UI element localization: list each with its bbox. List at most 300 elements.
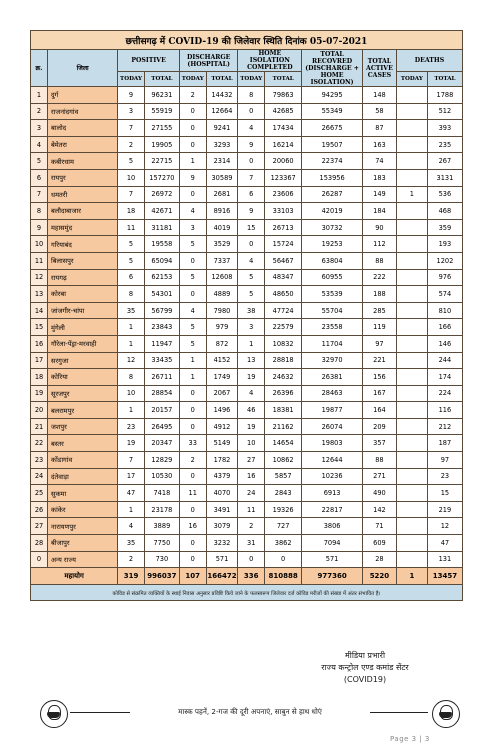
row-death-total: 468 bbox=[427, 203, 462, 220]
row-death-total: 116 bbox=[427, 402, 462, 419]
row-hi-today: 9 bbox=[238, 203, 265, 220]
row-dis-today: 0 bbox=[179, 402, 206, 419]
row-dis-today: 0 bbox=[179, 120, 206, 137]
row-recovered: 23558 bbox=[302, 319, 363, 336]
row-death-today bbox=[396, 335, 427, 352]
row-dis-total: 4152 bbox=[206, 352, 238, 369]
row-dis-total: 4912 bbox=[206, 418, 238, 435]
row-hi-today: 3 bbox=[238, 319, 265, 336]
row-death-today bbox=[396, 103, 427, 120]
row-hi-total: 56467 bbox=[265, 252, 302, 269]
row-dis-today: 0 bbox=[179, 252, 206, 269]
row-pos-today: 7 bbox=[118, 120, 145, 137]
header-discharge-total: TOTAL bbox=[206, 72, 238, 87]
row-pos-total: 12829 bbox=[144, 452, 179, 469]
row-district: बेमेतरा bbox=[48, 136, 118, 153]
row-sno: 11 bbox=[31, 252, 48, 269]
row-hi-today: 6 bbox=[238, 186, 265, 203]
row-active: 188 bbox=[362, 286, 396, 303]
row-death-today bbox=[396, 418, 427, 435]
total-row bbox=[31, 568, 463, 585]
row-death-total: 97 bbox=[427, 452, 462, 469]
row-death-today bbox=[396, 252, 427, 269]
header-deaths: DEATHS bbox=[396, 50, 462, 72]
total-pos-total: 996037 bbox=[144, 568, 179, 585]
table-row bbox=[31, 501, 463, 518]
row-recovered: 19507 bbox=[302, 136, 363, 153]
row-sno: 15 bbox=[31, 319, 48, 336]
row-death-today bbox=[396, 236, 427, 253]
row-recovered: 3806 bbox=[302, 518, 363, 535]
row-active: 97 bbox=[362, 335, 396, 352]
covid-district-table bbox=[30, 30, 463, 601]
slogan-divider-left bbox=[70, 712, 130, 713]
row-active: 112 bbox=[362, 236, 396, 253]
row-sno: 27 bbox=[31, 518, 48, 535]
row-dis-total: 3529 bbox=[206, 236, 238, 253]
row-pos-total: 7750 bbox=[144, 535, 179, 552]
row-hi-total: 21162 bbox=[265, 418, 302, 435]
slogan-text: मास्क पहनें, 2-गज की दूरी अपनाएं, साबुन से हाथ धोएं bbox=[178, 707, 322, 716]
row-dis-today: 4 bbox=[179, 203, 206, 220]
row-district: रायगढ़ bbox=[48, 269, 118, 286]
row-death-total: 146 bbox=[427, 335, 462, 352]
row-hi-total: 33103 bbox=[265, 203, 302, 220]
mask-face-icon bbox=[432, 700, 460, 728]
row-death-total: 359 bbox=[427, 219, 462, 236]
row-dis-total: 4379 bbox=[206, 468, 238, 485]
row-hi-today: 46 bbox=[238, 402, 265, 419]
row-pos-today: 35 bbox=[118, 302, 145, 319]
row-death-today bbox=[396, 551, 427, 568]
row-pos-today: 5 bbox=[118, 153, 145, 170]
row-hi-total: 17434 bbox=[265, 120, 302, 137]
row-pos-total: 19905 bbox=[144, 136, 179, 153]
table-row bbox=[31, 103, 463, 120]
row-district: कबीरधाम bbox=[48, 153, 118, 170]
row-death-total: 224 bbox=[427, 385, 462, 402]
row-death-today bbox=[396, 136, 427, 153]
row-hi-today: 0 bbox=[238, 153, 265, 170]
row-pos-total: 20157 bbox=[144, 402, 179, 419]
row-pos-today: 4 bbox=[118, 518, 145, 535]
row-death-today bbox=[396, 369, 427, 386]
row-sno: 9 bbox=[31, 219, 48, 236]
row-death-total: 47 bbox=[427, 535, 462, 552]
row-dis-total: 3232 bbox=[206, 535, 238, 552]
row-active: 149 bbox=[362, 186, 396, 203]
row-district: कोंडागांव bbox=[48, 452, 118, 469]
row-dis-total: 4019 bbox=[206, 219, 238, 236]
row-death-today bbox=[396, 352, 427, 369]
header-positive-today: TODAY bbox=[118, 72, 145, 87]
row-sno: 21 bbox=[31, 418, 48, 435]
row-active: 156 bbox=[362, 369, 396, 386]
row-sno: 6 bbox=[31, 169, 48, 186]
row-death-total: 12 bbox=[427, 518, 462, 535]
row-death-total: 536 bbox=[427, 186, 462, 203]
row-hi-today: 1 bbox=[238, 335, 265, 352]
row-sno: 20 bbox=[31, 402, 48, 419]
row-death-total: 976 bbox=[427, 269, 462, 286]
row-recovered: 55704 bbox=[302, 302, 363, 319]
row-dis-total: 14432 bbox=[206, 87, 238, 104]
row-pos-total: 157270 bbox=[144, 169, 179, 186]
table-row bbox=[31, 535, 463, 552]
row-death-total: 1788 bbox=[427, 87, 462, 104]
table-body bbox=[31, 87, 463, 568]
row-recovered: 153956 bbox=[302, 169, 363, 186]
row-dis-today: 0 bbox=[179, 136, 206, 153]
row-pos-total: 42671 bbox=[144, 203, 179, 220]
total-recovered: 977360 bbox=[302, 568, 363, 585]
row-sno: 7 bbox=[31, 186, 48, 203]
row-district: बलरामपुर bbox=[48, 402, 118, 419]
row-hi-today: 19 bbox=[238, 369, 265, 386]
row-recovered: 12644 bbox=[302, 452, 363, 469]
row-death-today bbox=[396, 485, 427, 502]
row-active: 271 bbox=[362, 468, 396, 485]
table-row bbox=[31, 369, 463, 386]
row-district: बस्तर bbox=[48, 435, 118, 452]
row-pos-total: 65094 bbox=[144, 252, 179, 269]
table-row bbox=[31, 169, 463, 186]
row-recovered: 42019 bbox=[302, 203, 363, 220]
row-dis-total: 872 bbox=[206, 335, 238, 352]
row-active: 28 bbox=[362, 551, 396, 568]
row-death-total: 187 bbox=[427, 435, 462, 452]
row-pos-total: 10530 bbox=[144, 468, 179, 485]
row-district: बीजापुर bbox=[48, 535, 118, 552]
row-dis-today: 33 bbox=[179, 435, 206, 452]
row-district: सूरजपुर bbox=[48, 385, 118, 402]
row-dis-today: 4 bbox=[179, 302, 206, 319]
row-pos-today: 35 bbox=[118, 535, 145, 552]
row-hi-today: 16 bbox=[238, 468, 265, 485]
table-row bbox=[31, 551, 463, 568]
row-pos-today: 17 bbox=[118, 468, 145, 485]
header-positive-total: TOTAL bbox=[144, 72, 179, 87]
header-hi-total: TOTAL bbox=[265, 72, 302, 87]
row-death-total: 810 bbox=[427, 302, 462, 319]
row-pos-today: 6 bbox=[118, 269, 145, 286]
header-home-isolation: HOME ISOLATION COMPLETED bbox=[238, 50, 302, 72]
row-dis-total: 5149 bbox=[206, 435, 238, 452]
row-hi-total: 48347 bbox=[265, 269, 302, 286]
row-death-today bbox=[396, 452, 427, 469]
row-pos-today: 5 bbox=[118, 236, 145, 253]
row-recovered: 55349 bbox=[302, 103, 363, 120]
table-row bbox=[31, 485, 463, 502]
row-dis-total: 3293 bbox=[206, 136, 238, 153]
row-death-today bbox=[396, 535, 427, 552]
row-pos-total: 55919 bbox=[144, 103, 179, 120]
row-death-total: 574 bbox=[427, 286, 462, 303]
row-district: बलौदाबाजार bbox=[48, 203, 118, 220]
row-dis-total: 12608 bbox=[206, 269, 238, 286]
row-active: 148 bbox=[362, 87, 396, 104]
table-row bbox=[31, 87, 463, 104]
table-title: छत्तीसगढ़ में COVID-19 की जिलेवार स्थिति दिनांक 05-07-2021 bbox=[31, 31, 463, 50]
row-dis-total: 3491 bbox=[206, 501, 238, 518]
row-death-total: 193 bbox=[427, 236, 462, 253]
slogan-bar bbox=[40, 700, 460, 724]
row-pos-today: 11 bbox=[118, 219, 145, 236]
row-hi-total: 16214 bbox=[265, 136, 302, 153]
row-dis-today: 16 bbox=[179, 518, 206, 535]
row-sno: 10 bbox=[31, 236, 48, 253]
row-dis-total: 12664 bbox=[206, 103, 238, 120]
row-district: नारायणपुर bbox=[48, 518, 118, 535]
row-death-today: 1 bbox=[396, 186, 427, 203]
row-dis-total: 7337 bbox=[206, 252, 238, 269]
row-active: 609 bbox=[362, 535, 396, 552]
row-hi-total: 26713 bbox=[265, 219, 302, 236]
table-row bbox=[31, 203, 463, 220]
row-dis-total: 7980 bbox=[206, 302, 238, 319]
row-death-today bbox=[396, 153, 427, 170]
row-death-today bbox=[396, 269, 427, 286]
row-dis-today: 0 bbox=[179, 186, 206, 203]
row-dis-today: 0 bbox=[179, 418, 206, 435]
row-recovered: 53539 bbox=[302, 286, 363, 303]
signature-line-1: मीडिया प्रभारी bbox=[344, 651, 386, 660]
row-death-total: 219 bbox=[427, 501, 462, 518]
row-recovered: 11704 bbox=[302, 335, 363, 352]
row-district: बालोद bbox=[48, 120, 118, 137]
row-dis-total: 2681 bbox=[206, 186, 238, 203]
table-row bbox=[31, 435, 463, 452]
row-pos-today: 9 bbox=[118, 87, 145, 104]
row-death-total: 174 bbox=[427, 369, 462, 386]
row-dis-today: 5 bbox=[179, 335, 206, 352]
row-hi-total: 18381 bbox=[265, 402, 302, 419]
row-active: 221 bbox=[362, 352, 396, 369]
row-pos-total: 33435 bbox=[144, 352, 179, 369]
table-row bbox=[31, 153, 463, 170]
row-hi-total: 2843 bbox=[265, 485, 302, 502]
total-hi-total: 810888 bbox=[265, 568, 302, 585]
row-hi-total: 15724 bbox=[265, 236, 302, 253]
row-dis-total: 571 bbox=[206, 551, 238, 568]
table-row bbox=[31, 120, 463, 137]
row-death-today bbox=[396, 203, 427, 220]
row-pos-today: 3 bbox=[118, 103, 145, 120]
row-dis-total: 1749 bbox=[206, 369, 238, 386]
row-death-today bbox=[396, 87, 427, 104]
row-pos-today: 2 bbox=[118, 551, 145, 568]
row-dis-total: 4070 bbox=[206, 485, 238, 502]
row-death-total: 212 bbox=[427, 418, 462, 435]
row-hi-total: 727 bbox=[265, 518, 302, 535]
row-hi-today: 11 bbox=[238, 501, 265, 518]
row-active: 87 bbox=[362, 120, 396, 137]
row-dis-today: 0 bbox=[179, 468, 206, 485]
row-dis-total: 979 bbox=[206, 319, 238, 336]
row-hi-today: 4 bbox=[238, 120, 265, 137]
header-sno: क्र. bbox=[31, 50, 48, 87]
header-positive: POSITIVE bbox=[118, 50, 180, 72]
row-sno: 2 bbox=[31, 103, 48, 120]
row-district: अन्य राज्य bbox=[48, 551, 118, 568]
row-dis-total: 30589 bbox=[206, 169, 238, 186]
total-hi-today: 336 bbox=[238, 568, 265, 585]
covid-table-wrapper bbox=[30, 30, 463, 601]
row-death-today bbox=[396, 219, 427, 236]
row-sno: 19 bbox=[31, 385, 48, 402]
row-active: 88 bbox=[362, 452, 396, 469]
row-death-today bbox=[396, 319, 427, 336]
row-death-today bbox=[396, 385, 427, 402]
row-district: गरियाबंद bbox=[48, 236, 118, 253]
row-hi-today: 27 bbox=[238, 452, 265, 469]
row-dis-today: 0 bbox=[179, 385, 206, 402]
row-death-total: 1202 bbox=[427, 252, 462, 269]
row-death-today bbox=[396, 120, 427, 137]
table-row bbox=[31, 302, 463, 319]
row-active: 71 bbox=[362, 518, 396, 535]
slogan-divider-right bbox=[370, 712, 428, 713]
row-hi-today: 7 bbox=[238, 169, 265, 186]
row-recovered: 22817 bbox=[302, 501, 363, 518]
header-district: जिला bbox=[48, 50, 118, 87]
row-sno: 28 bbox=[31, 535, 48, 552]
row-pos-today: 1 bbox=[118, 402, 145, 419]
row-sno: 14 bbox=[31, 302, 48, 319]
table-row bbox=[31, 418, 463, 435]
row-pos-total: 3889 bbox=[144, 518, 179, 535]
row-pos-total: 54301 bbox=[144, 286, 179, 303]
row-district: कांकेर bbox=[48, 501, 118, 518]
row-recovered: 63804 bbox=[302, 252, 363, 269]
row-dis-today: 3 bbox=[179, 219, 206, 236]
row-hi-total: 28818 bbox=[265, 352, 302, 369]
row-hi-total: 10832 bbox=[265, 335, 302, 352]
row-pos-today: 8 bbox=[118, 369, 145, 386]
row-recovered: 26074 bbox=[302, 418, 363, 435]
signature-line-3: (COVID19) bbox=[343, 675, 387, 684]
table-row bbox=[31, 219, 463, 236]
table-row bbox=[31, 452, 463, 469]
row-sno: 23 bbox=[31, 452, 48, 469]
row-pos-total: 26495 bbox=[144, 418, 179, 435]
row-hi-total: 20060 bbox=[265, 153, 302, 170]
row-active: 58 bbox=[362, 103, 396, 120]
row-dis-today: 0 bbox=[179, 501, 206, 518]
row-dis-total: 3079 bbox=[206, 518, 238, 535]
row-hi-total: 24632 bbox=[265, 369, 302, 386]
total-label: महायोग bbox=[31, 568, 118, 585]
row-dis-today: 5 bbox=[179, 269, 206, 286]
row-recovered: 26381 bbox=[302, 369, 363, 386]
total-death-total: 13457 bbox=[427, 568, 462, 585]
total-death-today: 1 bbox=[396, 568, 427, 585]
row-pos-total: 31181 bbox=[144, 219, 179, 236]
row-sno: 24 bbox=[31, 468, 48, 485]
row-district: दंतेवाड़ा bbox=[48, 468, 118, 485]
table-row bbox=[31, 186, 463, 203]
row-hi-today: 0 bbox=[238, 236, 265, 253]
header-hi-today: TODAY bbox=[238, 72, 265, 87]
table-row bbox=[31, 236, 463, 253]
row-district: सुकमा bbox=[48, 485, 118, 502]
row-hi-today: 13 bbox=[238, 352, 265, 369]
row-dis-today: 5 bbox=[179, 319, 206, 336]
row-active: 209 bbox=[362, 418, 396, 435]
row-death-total: 244 bbox=[427, 352, 462, 369]
row-death-total: 512 bbox=[427, 103, 462, 120]
row-pos-today: 47 bbox=[118, 485, 145, 502]
row-active: 90 bbox=[362, 219, 396, 236]
row-sno: 16 bbox=[31, 335, 48, 352]
row-dis-total: 1496 bbox=[206, 402, 238, 419]
row-recovered: 19803 bbox=[302, 435, 363, 452]
row-pos-today: 7 bbox=[118, 452, 145, 469]
row-district: जांजगीर-चांपा bbox=[48, 302, 118, 319]
row-pos-today: 7 bbox=[118, 186, 145, 203]
row-hi-today: 19 bbox=[238, 418, 265, 435]
header-deaths-total: TOTAL bbox=[427, 72, 462, 87]
row-hi-total: 14654 bbox=[265, 435, 302, 452]
row-pos-total: 23843 bbox=[144, 319, 179, 336]
row-hi-total: 123367 bbox=[265, 169, 302, 186]
row-hi-total: 0 bbox=[265, 551, 302, 568]
row-sno: 18 bbox=[31, 369, 48, 386]
row-dis-total: 8916 bbox=[206, 203, 238, 220]
signature-line-2: राज्य कन्ट्रोल एण्ड कमांड सेंटर bbox=[321, 663, 409, 672]
row-active: 74 bbox=[362, 153, 396, 170]
row-recovered: 60955 bbox=[302, 269, 363, 286]
row-district: राजनांदगांव bbox=[48, 103, 118, 120]
row-pos-today: 10 bbox=[118, 169, 145, 186]
row-active: 119 bbox=[362, 319, 396, 336]
table-row bbox=[31, 286, 463, 303]
table-row bbox=[31, 352, 463, 369]
row-pos-total: 26972 bbox=[144, 186, 179, 203]
row-sno: 26 bbox=[31, 501, 48, 518]
row-district: धमतरी bbox=[48, 186, 118, 203]
row-dis-today: 1 bbox=[179, 153, 206, 170]
row-hi-today: 4 bbox=[238, 385, 265, 402]
row-pos-today: 23 bbox=[118, 418, 145, 435]
row-recovered: 7094 bbox=[302, 535, 363, 552]
signature-block bbox=[290, 650, 440, 686]
row-district: सरगुजा bbox=[48, 352, 118, 369]
table-row bbox=[31, 335, 463, 352]
row-active: 490 bbox=[362, 485, 396, 502]
header-total-active: TOTAL ACTIVE CASES bbox=[362, 50, 396, 87]
row-dis-today: 2 bbox=[179, 452, 206, 469]
row-hi-today: 5 bbox=[238, 269, 265, 286]
row-hi-today: 9 bbox=[238, 136, 265, 153]
row-hi-today: 10 bbox=[238, 435, 265, 452]
row-active: 164 bbox=[362, 402, 396, 419]
row-dis-today: 0 bbox=[179, 551, 206, 568]
row-district: बिलासपुर bbox=[48, 252, 118, 269]
row-pos-today: 8 bbox=[118, 286, 145, 303]
row-hi-today: 5 bbox=[238, 286, 265, 303]
row-hi-today: 15 bbox=[238, 219, 265, 236]
table-row bbox=[31, 319, 463, 336]
row-dis-total: 4889 bbox=[206, 286, 238, 303]
table-row bbox=[31, 518, 463, 535]
row-active: 357 bbox=[362, 435, 396, 452]
row-dis-today: 0 bbox=[179, 103, 206, 120]
row-hi-today: 0 bbox=[238, 103, 265, 120]
row-recovered: 19877 bbox=[302, 402, 363, 419]
row-sno: 5 bbox=[31, 153, 48, 170]
row-pos-total: 20347 bbox=[144, 435, 179, 452]
